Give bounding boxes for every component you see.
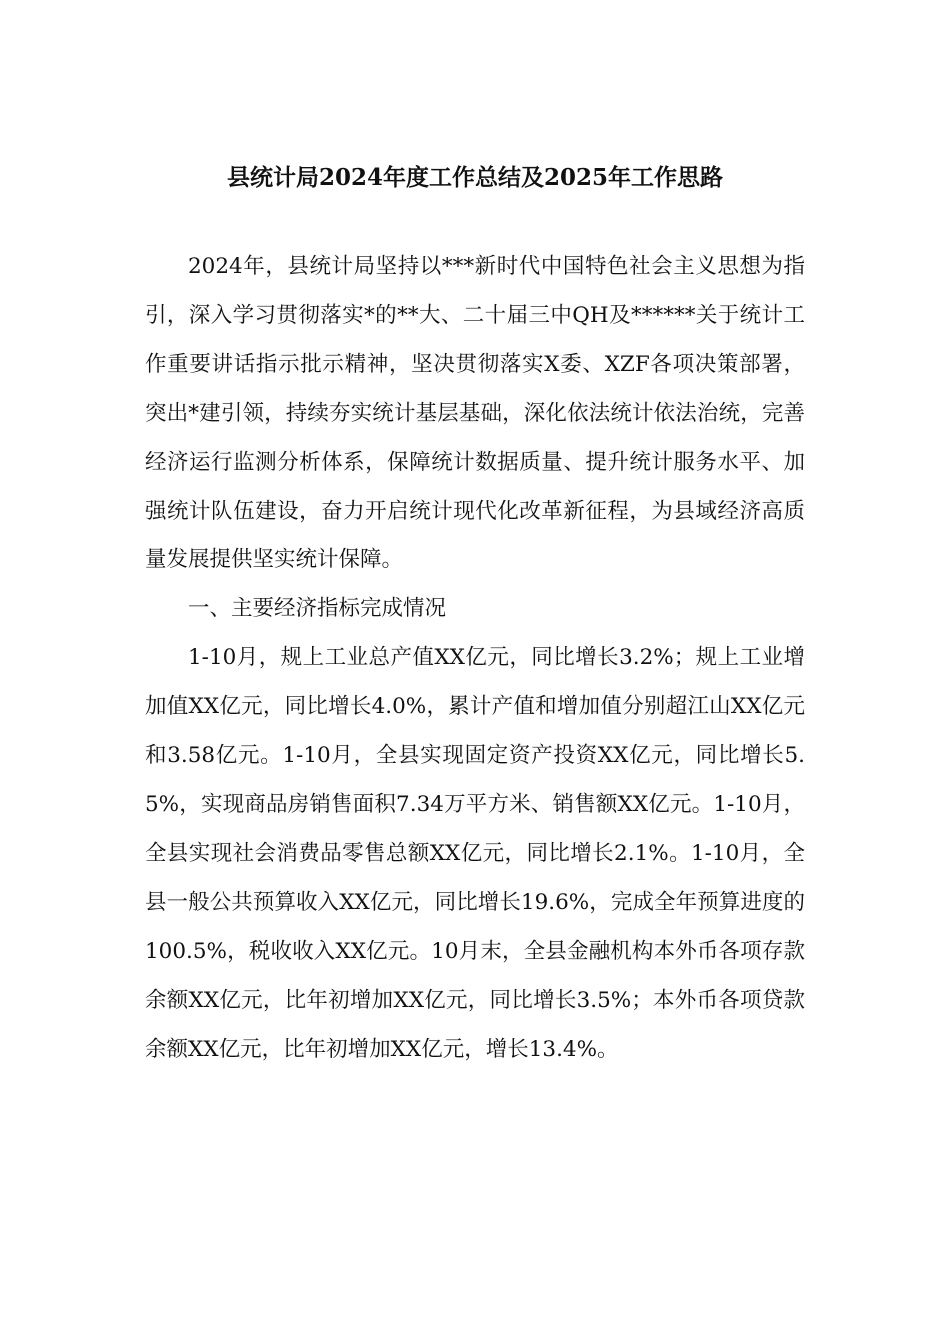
document-title: 县统计局2024年度工作总结及2025年工作思路: [226, 164, 724, 191]
intro-paragraph: 2024年，县统计局坚持以***新时代中国特色社会主义思想为指引，深入学习贯彻落实*的**大、二十届三中QH及******关于统计工作重要讲话指示批示精神，坚决贯彻落实X委、XZF各项决策部署，突出*建引领，持续夯实统计基层基础，深化依法统计依法治统，完善经济运行监测分析体系，保障统计数据质量、提升统计服务水平、加强统计队伍建设，奋力开启统计现代化改革新征程，为县域经济高质量发展提供坚实统计保障。: [145, 254, 805, 573]
document-body: [145, 243, 805, 1074]
section-heading: 一、主要经济指标完成情况: [188, 596, 447, 622]
indicators-paragraph: 1-10月，规上工业总产值XX亿元，同比增长3.2%；规上工业增加值XX亿元，同比增长4.0%，累计产值和增加值分别超江山XX亿元和3.58亿元。1-10月，全县实现固定资产投资XX亿元，同比增长5.5%，实现商品房销售面积7.34万平方米、销售额XX亿元。1-10月，全县实现社会消费品零售总额XX亿元，同比增长2.1%。1-10月，全县一般公共预算收入XX亿元，同比增长19.6%，完成全年预算进度的100.5%，税收收入XX亿元。10月末，全县金融机构本外币各项存款余额XX亿元，比年初增加XX亿元，同比增长3.5%；本外币各项贷款余额XX亿元，比年初增加XX亿元，增长13.4%。: [145, 645, 805, 1062]
